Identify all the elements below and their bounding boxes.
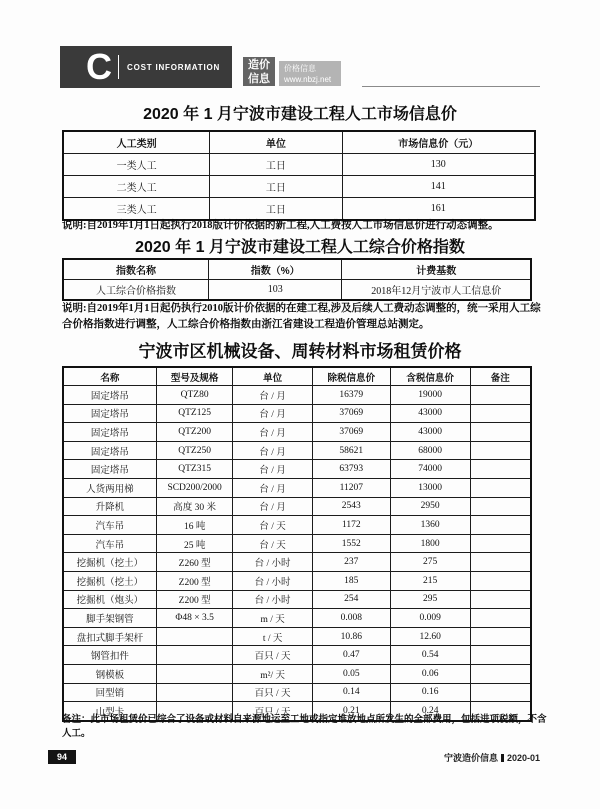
table-cell: 工日 [210,198,342,221]
table-cell: 台 / 小时 [233,590,312,609]
table-cell: 工日 [210,176,342,198]
table-cell: 10.86 [312,627,390,646]
table-cell: t / 天 [233,627,312,646]
table-row [63,553,531,572]
table-cell: 0.06 [390,664,470,683]
table-cell: 汽车吊 [63,516,156,535]
table-cell: QTZ315 [156,460,233,479]
table-cell: 台 / 月 [233,404,312,423]
table-cell: 高度 30 米 [156,497,233,516]
table-cell: 钢模板 [63,664,156,683]
table-cell: 63793 [312,460,390,479]
header-row [63,367,531,386]
issue-number: 2020-01 [506,752,540,763]
table-cell: 台 / 月 [233,441,312,460]
table-cell: 1360 [390,516,470,535]
table-cell: 脚手架钢管 [63,609,156,628]
table-cell: m²/ 天 [233,664,312,683]
table-cell: Z200 型 [156,571,233,590]
table-cell: 68000 [390,441,470,460]
separator-bar-icon [501,754,504,762]
table-cell [470,423,531,442]
table-cell: 固定塔吊 [63,441,156,460]
table-cell: 0.05 [312,664,390,683]
table-cell: 1172 [312,516,390,535]
table-cell: 盘扣式脚手架杆 [63,627,156,646]
table-row [63,590,531,609]
table-head [63,367,531,386]
table-cell [470,516,531,535]
table-cell: 台 / 天 [233,516,312,535]
table-cell: QTZ80 [156,386,233,405]
table-body [63,154,535,221]
table-cell [470,460,531,479]
table-cell: SCD200/2000 [156,478,233,497]
table-cell: 237 [312,553,390,572]
table-cell: 固定塔吊 [63,404,156,423]
logo-caption: COST INFORMATION [127,62,221,72]
table-cell [156,683,233,702]
column-header: 名称 [63,367,156,386]
section2-title: 2020 年 1 月宁波市建设工程人工综合价格指数 [135,239,465,256]
journal-name: 宁波造价信息 [443,753,498,763]
table-cell: 37069 [312,404,390,423]
column-header: 除税信息价 [312,367,390,386]
table-cell: 0.24 [390,702,470,721]
table-cell: 工日 [210,154,342,176]
table-cell: 0.008 [312,609,390,628]
table-cell: 130 [342,154,535,176]
table-cell: 43000 [390,423,470,442]
column-header: 备注 [470,367,531,386]
footer-journal-info [444,751,540,764]
labor-market-price-table [62,130,536,221]
table-cell: 挖掘机（炮头） [63,590,156,609]
table-row [63,154,535,176]
column-header: 人工类别 [63,131,210,154]
labor-price-index-table [62,258,532,301]
table-cell: 58621 [312,441,390,460]
column-header: 计费基数 [342,259,531,280]
table-cell [470,627,531,646]
table-cell: 0.21 [312,702,390,721]
table-row [63,627,531,646]
table-cell: 37069 [312,423,390,442]
table-cell: 一类人工 [63,154,210,176]
table-cell: 台 / 月 [233,478,312,497]
machinery-rental-price-table [62,366,532,722]
table-cell: 0.16 [390,683,470,702]
table-row [63,571,531,590]
table-cell: 固定塔吊 [63,460,156,479]
table-cell [470,441,531,460]
table-cell [470,534,531,553]
badge2-url: www.nbzj.net [284,74,332,84]
section1-note: 说明:自2019年1月1日起执行2018版计价依据的新工程,人工费按人工市场信息价进行动态调整。 [62,220,499,231]
table-cell: 13000 [390,478,470,497]
table-cell: 254 [312,590,390,609]
table-cell: 百只 / 天 [233,646,312,665]
table-cell [470,478,531,497]
table-row [63,404,531,423]
table-cell: 0.47 [312,646,390,665]
table-cell: 295 [390,590,470,609]
table-cell: 钢管扣件 [63,646,156,665]
table-cell: 回型销 [63,683,156,702]
column-header: 单位 [233,367,312,386]
section3-title: 宁波市区机械设备、周转材料市场租赁价格 [138,342,462,361]
table-cell: 台 / 月 [233,423,312,442]
header-row [63,259,531,280]
column-header: 指数（%） [208,259,342,280]
price-info-badge [279,61,341,86]
table-cell: 0.54 [390,646,470,665]
table-cell [156,627,233,646]
table-cell [470,664,531,683]
table-cell: 三类人工 [63,198,210,221]
table-cell: 161 [342,198,535,221]
table-cell: 43000 [390,404,470,423]
table-cell: 11207 [312,478,390,497]
logo-divider [118,55,119,79]
column-header: 单位 [210,131,342,154]
table-body [63,280,531,301]
table-cell: 固定塔吊 [63,423,156,442]
table-cell [470,646,531,665]
table-cell [470,553,531,572]
badge1-line1: 造价 [248,58,270,71]
column-header: 指数名称 [63,259,208,280]
badge1-line2: 信息 [248,72,270,85]
table-cell: 2543 [312,497,390,516]
table-cell: 25 吨 [156,534,233,553]
table-row [63,516,531,535]
table-cell [156,646,233,665]
table-cell: Φ48 × 3.5 [156,609,233,628]
table-cell: 74000 [390,460,470,479]
table-cell: 1800 [390,534,470,553]
table-cell: 固定塔吊 [63,386,156,405]
table-row [63,460,531,479]
table-cell: 16379 [312,386,390,405]
table-cell: 挖掘机（挖土） [63,571,156,590]
table-row [63,609,531,628]
zaojia-xinxi-badge [243,57,275,86]
logo-letter-c: C [86,46,112,87]
table-cell: 二类人工 [63,176,210,198]
table-cell [470,386,531,405]
table-row [63,478,531,497]
section1-title: 2020 年 1 月宁波市建设工程人工市场信息价 [143,106,457,123]
table-cell [470,404,531,423]
table-cell: 台 / 天 [233,534,312,553]
table-row [63,176,535,198]
table-row [63,386,531,405]
table-head [63,259,531,280]
table-row [63,683,531,702]
table-cell: 0.14 [312,683,390,702]
table-cell: 141 [342,176,535,198]
table-cell: 人货两用梯 [63,478,156,497]
badge2-line1: 价格信息 [284,63,316,73]
table-row [63,497,531,516]
column-header: 含税信息价 [390,367,470,386]
table-cell: 百只 / 天 [233,702,312,721]
table-cell: 台 / 月 [233,497,312,516]
table-cell: 185 [312,571,390,590]
table-cell [156,664,233,683]
table-cell: 16 吨 [156,516,233,535]
table-row [63,423,531,442]
table-cell: 0.009 [390,609,470,628]
table-cell [470,683,531,702]
table-row [63,280,531,301]
table-cell: 台 / 小时 [233,571,312,590]
table-row [63,534,531,553]
table-cell: 百只 / 天 [233,683,312,702]
table-cell: 升降机 [63,497,156,516]
column-header: 型号及规格 [156,367,233,386]
page-number-badge: 94 [48,750,76,764]
table-cell: QTZ125 [156,404,233,423]
table-cell: QTZ250 [156,441,233,460]
table-cell: 台 / 小时 [233,553,312,572]
table-cell: 台 / 月 [233,386,312,405]
header-row [63,131,535,154]
table-cell: 2950 [390,497,470,516]
table-cell: 12.60 [390,627,470,646]
header-rule [362,86,540,87]
table-cell: 215 [390,571,470,590]
table-cell: 103 [208,280,342,301]
table-cell: m / 天 [233,609,312,628]
table-cell: 山型卡 [63,702,156,721]
column-header: 市场信息价（元） [342,131,535,154]
cost-information-logo [60,46,232,88]
table-cell: 1552 [312,534,390,553]
table-cell: 2018年12月宁波市人工信息价 [342,280,531,301]
table-cell: 汽车吊 [63,534,156,553]
table-cell: QTZ200 [156,423,233,442]
table-body [63,386,531,721]
table-cell: Z200 型 [156,590,233,609]
table-cell: 275 [390,553,470,572]
table-cell: Z260 型 [156,553,233,572]
section2-note: 说明:自2019年1月1日起仍执行2010版计价依据的在建工程,涉及后续人工费动态调整的，统一采用人工综合价格指数进行调整，人工综合价格指数由浙江省建设工程造价管理总站测定。 [62,303,541,330]
table-cell: 19000 [390,386,470,405]
table-cell [470,590,531,609]
table-cell [470,497,531,516]
table-cell: 人工综合价格指数 [63,280,208,301]
section3-note: 备注：此市场租赁价已综合了设备或材料自来源地运至工地或指定堆放地点所发生的全部费用，包括进项税额，不含人工。 [62,715,547,739]
table-cell [470,609,531,628]
table-cell: 台 / 月 [233,460,312,479]
table-cell [470,571,531,590]
table-cell: 挖掘机（挖土） [63,553,156,572]
table-row [63,441,531,460]
table-row [63,664,531,683]
table-row [63,646,531,665]
table-head [63,131,535,154]
